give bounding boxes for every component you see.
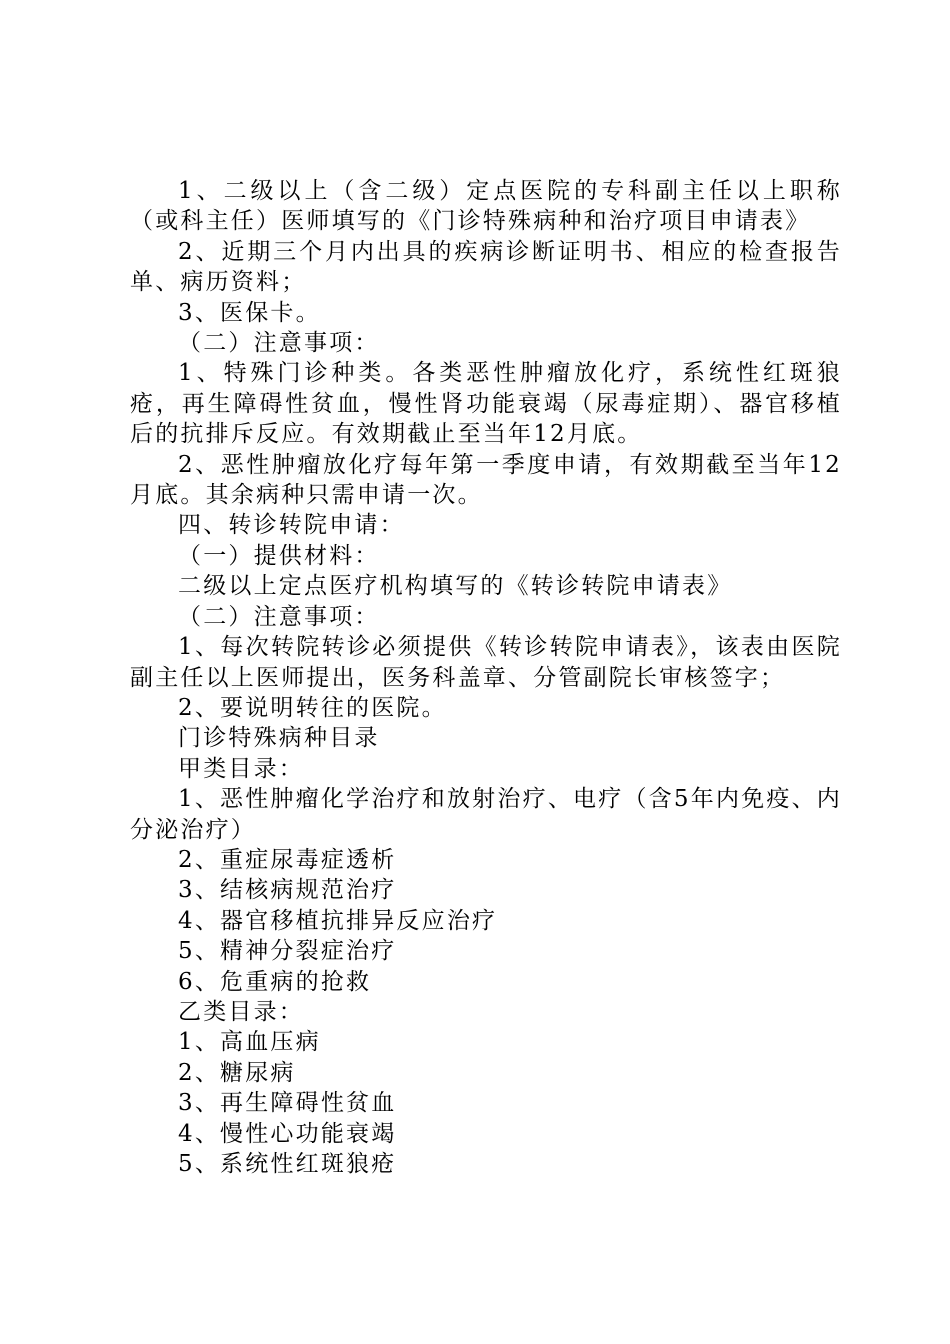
list-item-class-b-5: 5、系统性红斑狼疮 — [178, 1151, 397, 1177]
list-item-class-b-3: 3、再生障碍性贫血 — [178, 1090, 397, 1117]
paragraph-materials-2: 2、近期三个月内出具的疾病诊断证明书、相应的检查报告单、病历资料； — [130, 238, 842, 296]
paragraph-transfer-notes-1: 1、每次转院转诊必须提供《转诊转院申请表》，该表由医院副主任以上医师提出，医务科盖章、分管副院长审核签字； — [130, 634, 842, 691]
paragraph-transfer-materials: 二级以上定点医疗机构填写的《转诊转院申请表》 — [178, 573, 733, 600]
section-heading-catalog: 门诊特殊病种目录 — [178, 725, 380, 752]
paragraph-transfer-notes-2: 2、要说明转往的医院。 — [178, 694, 447, 721]
list-item-class-a-3: 3、结核病规范治疗 — [178, 877, 397, 904]
section-heading-materials: （一）提供材料： — [178, 542, 380, 569]
list-item-class-b-4: 4、慢性心功能衰竭 — [178, 1120, 397, 1147]
section-heading-transfer-notes: （二）注意事项： — [178, 603, 380, 630]
list-item-class-a-4: 4、器官移植抗排异反应治疗 — [178, 907, 498, 934]
list-item-class-b-1: 1、高血压病 — [178, 1029, 321, 1056]
list-item-class-a-2: 2、重症尿毒症透析 — [178, 846, 397, 873]
section-heading-class-b: 乙类目录： — [178, 998, 304, 1025]
list-item-class-a-1: 1、恶性肿瘤化学治疗和放射治疗、电疗（含5年内免疫、内分泌治疗） — [130, 786, 842, 843]
paragraph-materials-1: 1、二级以上（含二级）定点医院的专科副主任以上职称（或科主任）医师填写的《门诊特殊病种和治疗项目申请表》 — [130, 178, 842, 235]
section-heading-notes: （二）注意事项： — [178, 330, 380, 357]
document-body — [130, 176, 842, 1179]
section-heading-transfer: 四、转诊转院申请： — [178, 512, 405, 539]
list-item-class-a-6: 6、危重病的抢救 — [178, 968, 372, 995]
paragraph-notes-2: 2、恶性肿瘤放化疗每年第一季度申请，有效期截至当年12月底。其余病种只需申请一次。 — [130, 451, 842, 509]
paragraph-notes-1: 1、特殊门诊种类。各类恶性肿瘤放化疗，系统性红斑狼疮，再生障碍性贫血，慢性肾功能衰竭（尿毒症期）、器官移植后的抗排斥反应。有效期截止至当年12月底。 — [130, 360, 842, 448]
section-heading-class-a: 甲类目录： — [178, 755, 304, 782]
paragraph-materials-3: 3、医保卡。 — [178, 299, 321, 326]
list-item-class-a-5: 5、精神分裂症治疗 — [178, 938, 397, 965]
list-item-class-b-2: 2、糖尿病 — [178, 1059, 296, 1086]
